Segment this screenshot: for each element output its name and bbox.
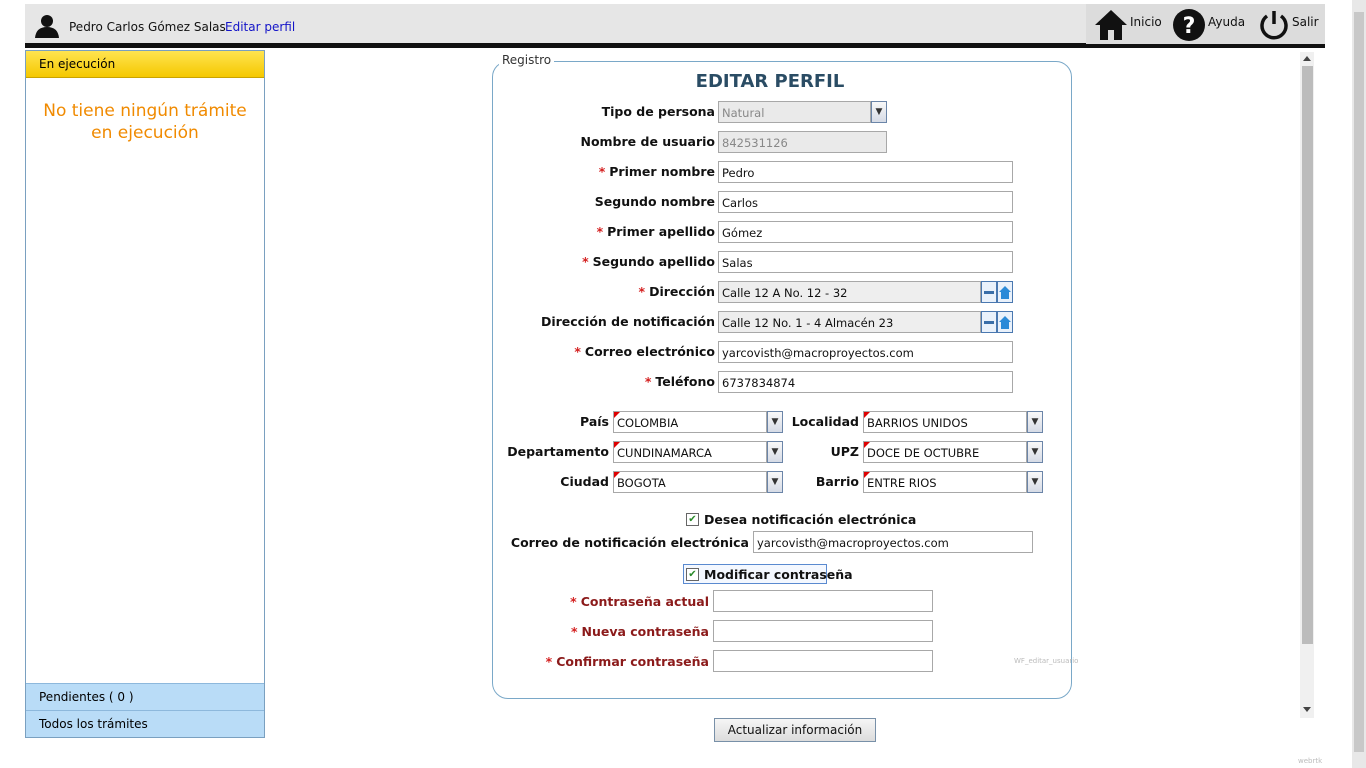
telefono-label: * Teléfono (644, 374, 715, 389)
notif-elec-checkbox[interactable]: ✔ (686, 513, 699, 526)
departamento-label: Departamento (507, 444, 609, 459)
usuario-field: 842531126 (718, 131, 887, 153)
segundo-apellido-label: * Segundo apellido (582, 254, 715, 269)
direccion-home-button[interactable] (997, 281, 1013, 303)
tipo-persona-dropdown-icon[interactable]: ▼ (871, 101, 887, 123)
required-flag (614, 412, 620, 418)
ciudad-label: Ciudad (560, 474, 609, 489)
scroll-down-icon[interactable] (1302, 706, 1312, 714)
barrio-select[interactable]: ENTRE RIOS (863, 471, 1027, 493)
primer-apellido-label: * Primer apellido (596, 224, 715, 239)
pass-conf-label: * Confirmar contraseña (545, 654, 709, 669)
minus-icon (982, 282, 996, 302)
usuario-label: Nombre de usuario (580, 134, 715, 149)
direccion-clear-button[interactable] (981, 281, 997, 303)
direccion-field[interactable]: Calle 12 A No. 12 - 32 (718, 281, 981, 303)
house-icon (998, 282, 1012, 302)
upz-label: UPZ (830, 444, 859, 459)
dir-notif-home-button[interactable] (997, 311, 1013, 333)
barrio-label: Barrio (815, 474, 859, 489)
edit-profile-link[interactable]: Editar perfil (225, 20, 296, 34)
house-icon (998, 312, 1012, 332)
segundo-apellido-field[interactable]: Salas (718, 251, 1013, 273)
mod-pass-label: Modificar contraseña (704, 567, 853, 582)
page-scroll-thumb[interactable] (1354, 12, 1364, 752)
ciudad-dropdown-icon[interactable]: ▼ (767, 471, 783, 493)
pass-actual-field[interactable] (713, 590, 933, 612)
correo-field[interactable]: yarcovisth@macroproyectos.com (718, 341, 1013, 363)
dir-notif-field[interactable]: Calle 12 No. 1 - 4 Almacén 23 (718, 311, 981, 333)
localidad-label: Localidad (791, 414, 859, 429)
pais-label: País (580, 414, 609, 429)
correo-notif-label: Correo de notificación electrónica (510, 535, 749, 550)
correo-notif-field[interactable]: yarcovisth@macroproyectos.com (753, 531, 1033, 553)
pais-dropdown-icon[interactable]: ▼ (767, 411, 783, 433)
ciudad-select[interactable]: BOGOTA (613, 471, 767, 493)
required-flag (614, 442, 620, 448)
mod-pass-checkbox[interactable]: ✔ (686, 568, 699, 581)
sidebar-item-in-progress[interactable]: En ejecución (26, 51, 264, 78)
pais-select[interactable]: COLOMBIA (613, 411, 767, 433)
primer-apellido-field[interactable]: Gómez (718, 221, 1013, 243)
svg-text:?: ? (1182, 14, 1196, 39)
empty-message: No tiene ningún trámite en ejecución (43, 101, 247, 143)
pass-nueva-label: * Nueva contraseña (570, 624, 709, 639)
notif-elec-label: Desea notificación electrónica (704, 512, 917, 527)
pass-conf-field[interactable] (713, 650, 933, 672)
direccion-label: * Dirección (638, 284, 715, 299)
segundo-nombre-field[interactable]: Carlos (718, 191, 1013, 213)
help-icon (1172, 8, 1206, 42)
fieldset-legend: Registro (499, 53, 554, 67)
primer-nombre-label: * Primer nombre (598, 164, 715, 179)
segundo-nombre-label: Segundo nombre (594, 194, 715, 209)
sidebar-bottom (26, 683, 264, 737)
required-flag (614, 472, 620, 478)
form-title: EDITAR PERFIL (695, 71, 845, 92)
home-button[interactable] (1094, 8, 1162, 42)
exit-label: Salir (1292, 15, 1319, 29)
upz-select[interactable]: DOCE DE OCTUBRE (863, 441, 1027, 463)
sidebar (25, 50, 265, 738)
sidebar-item-pending[interactable]: Pendientes ( 0 ) (26, 683, 264, 710)
primer-nombre-field[interactable]: Pedro (718, 161, 1013, 183)
localidad-dropdown-icon[interactable]: ▼ (1027, 411, 1043, 433)
upz-dropdown-icon[interactable]: ▼ (1027, 441, 1043, 463)
departamento-dropdown-icon[interactable]: ▼ (767, 441, 783, 463)
dir-notif-label: Dirección de notificación (540, 314, 715, 329)
home-icon (1094, 9, 1128, 41)
telefono-field[interactable]: 6737834874 (718, 371, 1013, 393)
exit-button[interactable] (1258, 8, 1319, 42)
user-icon (34, 14, 60, 38)
tipo-persona-label: Tipo de persona (601, 104, 715, 119)
update-button[interactable]: Actualizar información (714, 718, 876, 742)
form-watermark: WF_editar_usuario (1014, 657, 1079, 665)
pass-actual-label: * Contraseña actual (570, 594, 709, 609)
user-name: Pedro Carlos Gómez Salas (69, 20, 226, 34)
tipo-persona-select[interactable]: Natural (718, 101, 871, 123)
localidad-select[interactable]: BARRIOS UNIDOS (863, 411, 1027, 433)
correo-label: * Correo electrónico (574, 344, 715, 359)
pass-nueva-field[interactable] (713, 620, 933, 642)
sidebar-item-all[interactable]: Todos los trámites (26, 710, 264, 737)
required-flag (864, 442, 870, 448)
help-button[interactable] (1172, 8, 1245, 42)
home-label: Inicio (1130, 15, 1162, 29)
dir-notif-clear-button[interactable] (981, 311, 997, 333)
top-nav (1086, 4, 1325, 44)
content-scroll-thumb[interactable] (1302, 66, 1313, 644)
help-label: Ayuda (1208, 15, 1246, 29)
required-flag (864, 412, 870, 418)
required-flag (864, 472, 870, 478)
footer-tag: webrtk (1298, 757, 1323, 765)
power-icon (1258, 9, 1290, 41)
departamento-select[interactable]: CUNDINAMARCA (613, 441, 767, 463)
barrio-dropdown-icon[interactable]: ▼ (1027, 471, 1043, 493)
scroll-up-icon[interactable] (1302, 54, 1312, 62)
minus-icon (982, 312, 996, 332)
